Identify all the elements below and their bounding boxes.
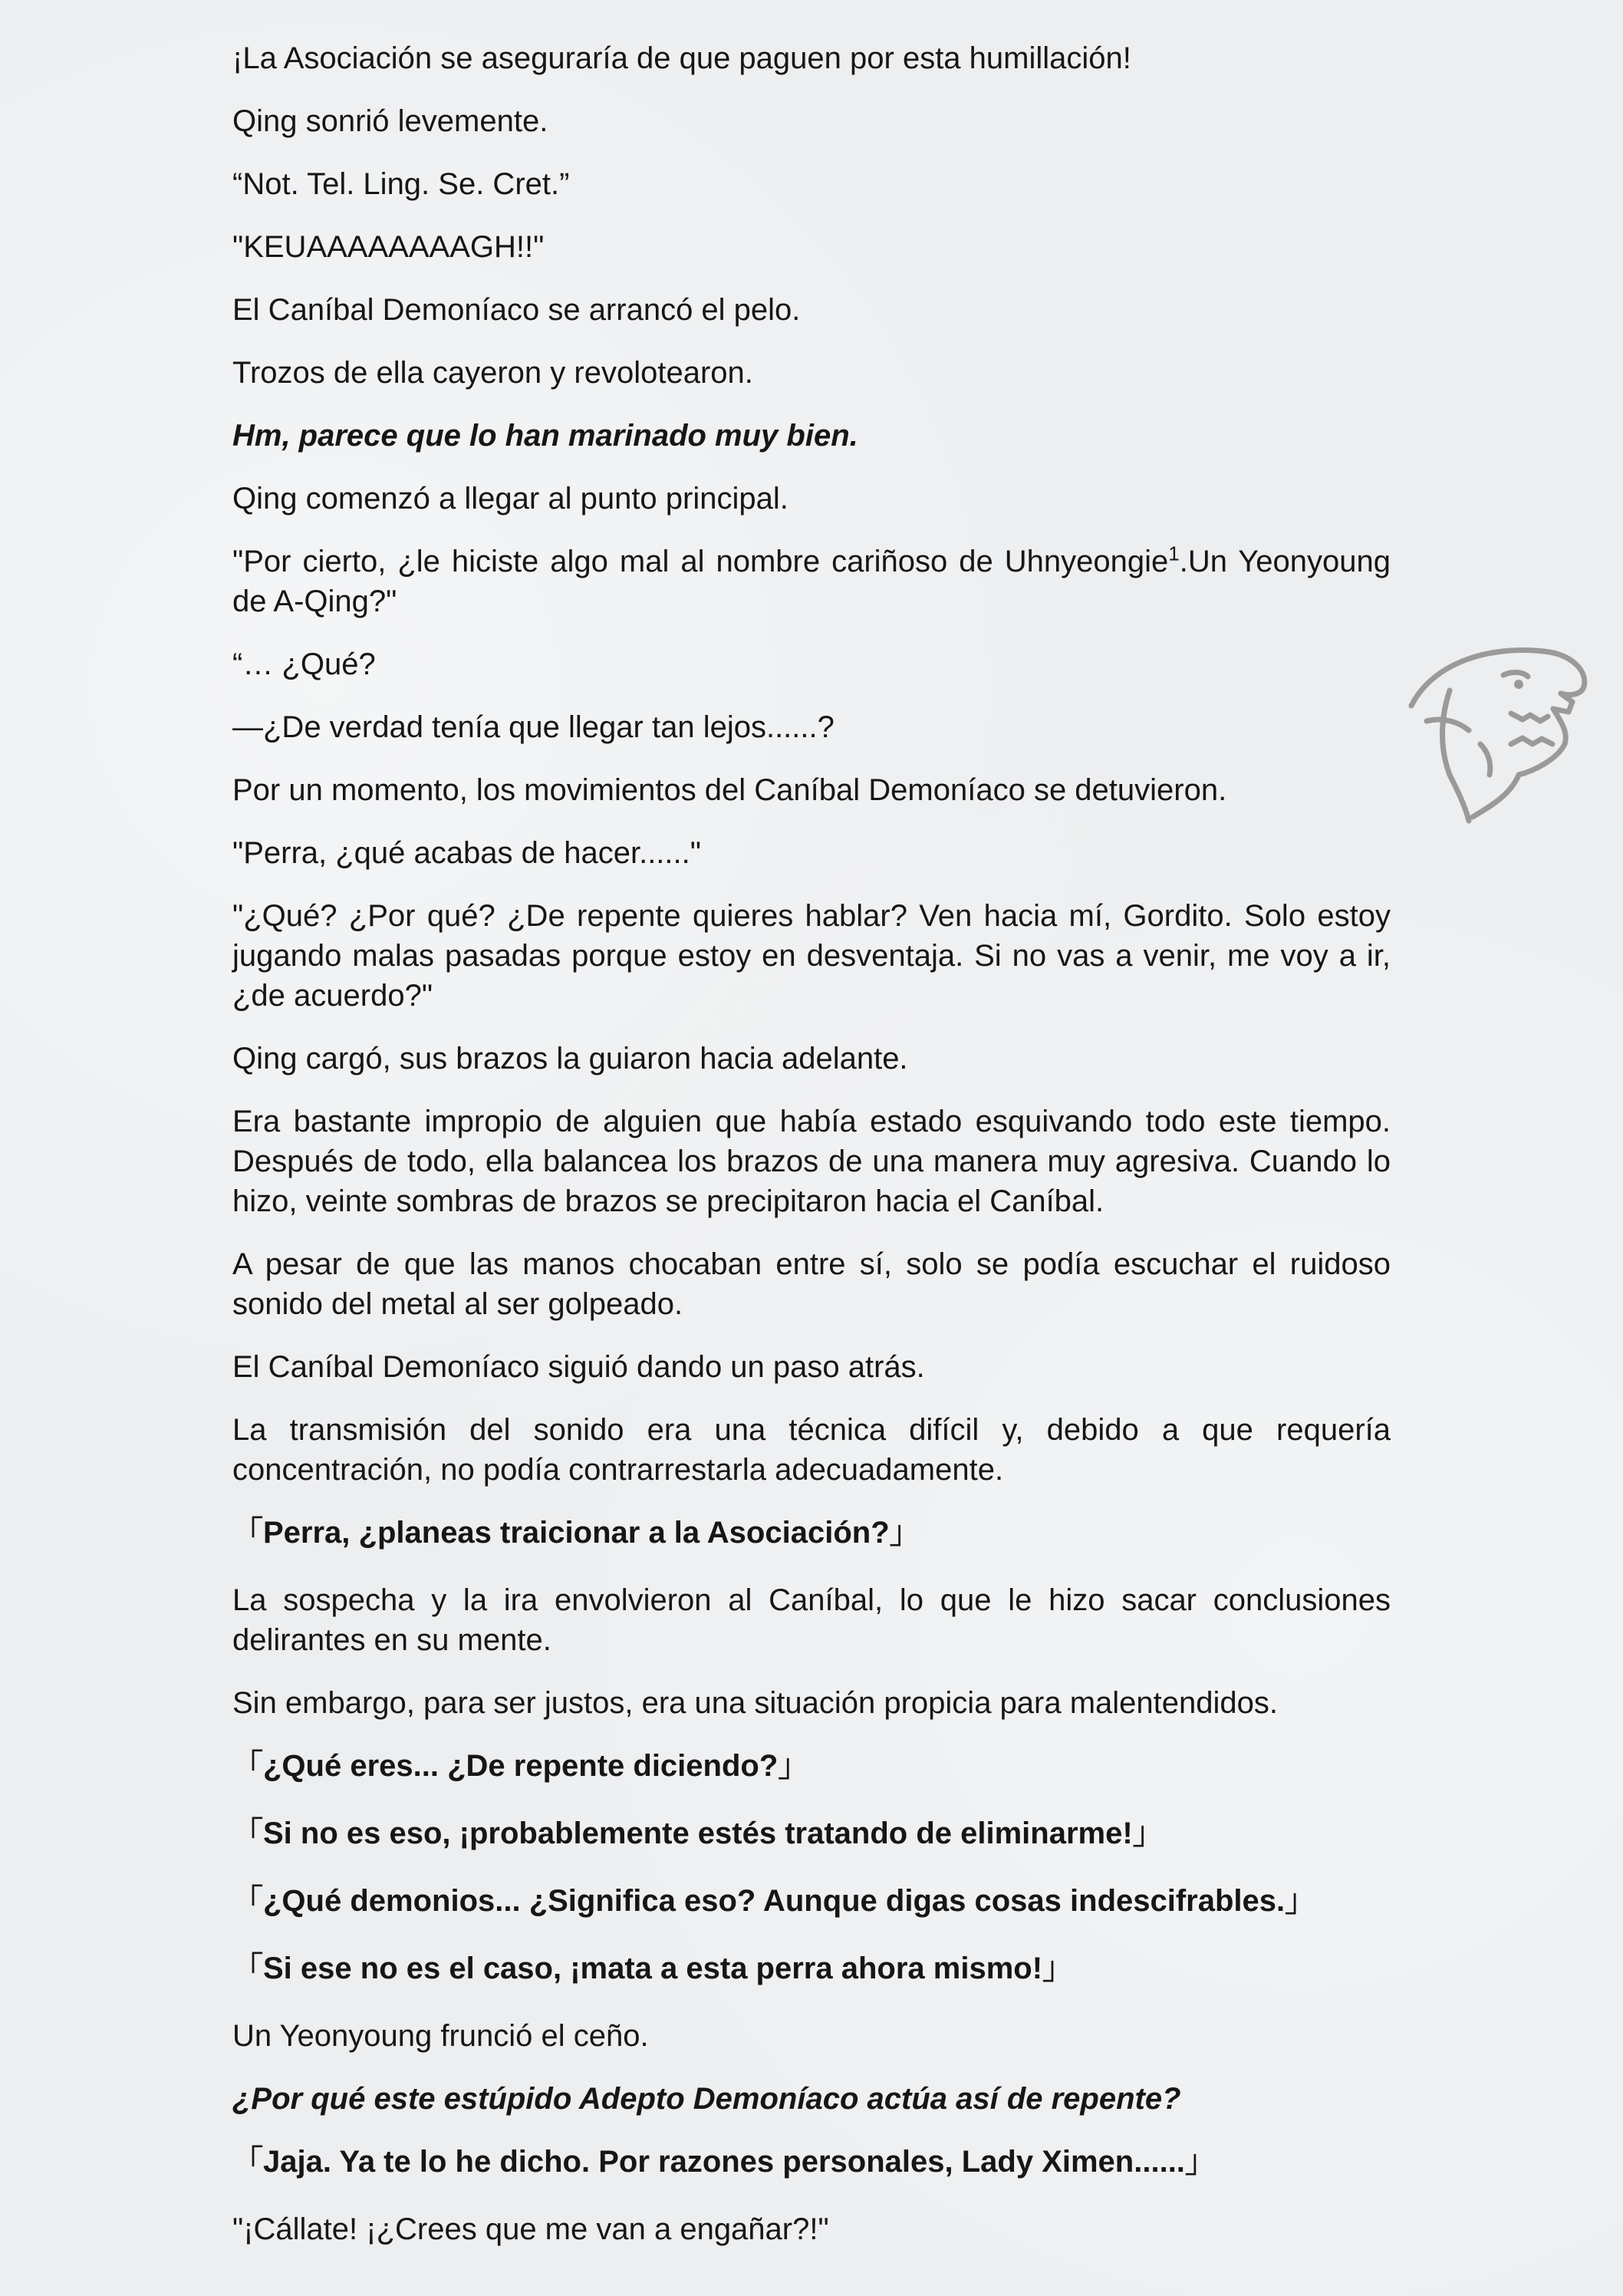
paragraph-8: Qing comenzó a llegar al punto principal. bbox=[232, 482, 788, 516]
paragraph-9-text-before: "Por cierto, ¿le hiciste algo mal al nombre cariñoso de Uhnyeongie bbox=[232, 545, 1169, 578]
paragraph-21: La sospecha y la ira envolvieron al Caníbal, lo que le hizo sacar conclusiones delirantes en su mente. bbox=[232, 1583, 1391, 1657]
paragraph-11: —¿De verdad tenía que llegar tan lejos......? bbox=[232, 710, 835, 744]
paragraph-10: “… ¿Qué? bbox=[232, 647, 376, 681]
footnote-marker[interactable]: 1 bbox=[1168, 542, 1180, 565]
paragraph-30: "¡Cállate! ¡¿Crees que me van a engañar?!" bbox=[232, 2212, 829, 2246]
document-body bbox=[232, 38, 1391, 2272]
paragraph-16: Era bastante impropio de alguien que había estado esquivando todo este tiempo. Después de todo, ella balancea los brazos de una manera muy agresiva. Cuando lo hizo, veinte sombras de brazos se precipitaron hacia el Caníbal. bbox=[232, 1105, 1391, 1218]
paragraph-14: "¿Qué? ¿Por qué? ¿De repente quieres hablar? Ven hacia mí, Gordito. Solo estoy jugando malas pasadas porque estoy en desventaja. Si no vas a venir, me voy a ir, ¿de acuerdo?" bbox=[232, 899, 1391, 1013]
paragraph-22: Sin embargo, para ser justos, era una situación propicia para malentendidos. bbox=[232, 1686, 1279, 1720]
paragraph-17: A pesar de que las manos chocaban entre sí, solo se podía escuchar el ruidoso sonido del metal al ser golpeado. bbox=[232, 1247, 1391, 1321]
paragraph-25-transmission: 「¿Qué demonios... ¿Significa eso? Aunque digas cosas indescifrables.」 bbox=[232, 1884, 1316, 1918]
paragraph-27: Un Yeonyoung frunció el ceño. bbox=[232, 2019, 649, 2053]
paragraph-26-transmission: 「Si ese no es el caso, ¡mata a esta perra ahora mismo!」 bbox=[232, 1952, 1074, 1985]
paragraph-2: Qing sonrió levemente. bbox=[232, 104, 548, 138]
paragraph-19: La transmisión del sonido era una técnica difícil y, debido a que requería concentración, no podía contrarrestarla adecuadamente. bbox=[232, 1413, 1391, 1487]
paragraph-1: ¡La Asociación se aseguraría de que paguen por esta humillación! bbox=[232, 41, 1131, 75]
paragraph-23-transmission: 「¿Qué eres... ¿De repente diciendo?」 bbox=[232, 1749, 809, 1783]
paragraph-15: Qing cargó, sus brazos la guiaron hacia adelante. bbox=[232, 1042, 908, 1076]
paragraph-24-transmission: 「Si no es eso, ¡probablemente estés tratando de eliminarme!」 bbox=[232, 1817, 1164, 1850]
paragraph-29-transmission: 「Jaja. Ya te lo he dicho. Por razones personales, Lady Ximen......」 bbox=[232, 2145, 1216, 2179]
paragraph-9-text-after: .Un Yeonyoung de A-Qing?" bbox=[232, 545, 1391, 618]
paragraph-28-thought: ¿Por qué este estúpido Adepto Demoníaco actúa así de repente? bbox=[232, 2082, 1181, 2116]
paragraph-18: El Caníbal Demoníaco siguió dando un paso atrás. bbox=[232, 1350, 925, 1384]
paragraph-9-footnoted bbox=[232, 542, 1391, 621]
paragraph-13: "Perra, ¿qué acabas de hacer......" bbox=[232, 836, 701, 870]
paragraph-4: "KEUAAAAAAAAGH!!" bbox=[232, 230, 545, 264]
dinosaur-head-icon bbox=[1396, 629, 1595, 828]
paragraph-6: Trozos de ella cayeron y revolotearon. bbox=[232, 356, 753, 390]
paragraph-5: El Caníbal Demoníaco se arrancó el pelo. bbox=[232, 293, 801, 327]
paragraph-20-transmission: 「Perra, ¿planeas traicionar a la Asociación?」 bbox=[232, 1516, 920, 1550]
paragraph-7-thought: Hm, parece que lo han marinado muy bien. bbox=[232, 419, 858, 453]
paragraph-3: “Not. Tel. Ling. Se. Cret.” bbox=[232, 167, 570, 201]
paragraph-12: Por un momento, los movimientos del Caníbal Demoníaco se detuvieron. bbox=[232, 773, 1227, 807]
